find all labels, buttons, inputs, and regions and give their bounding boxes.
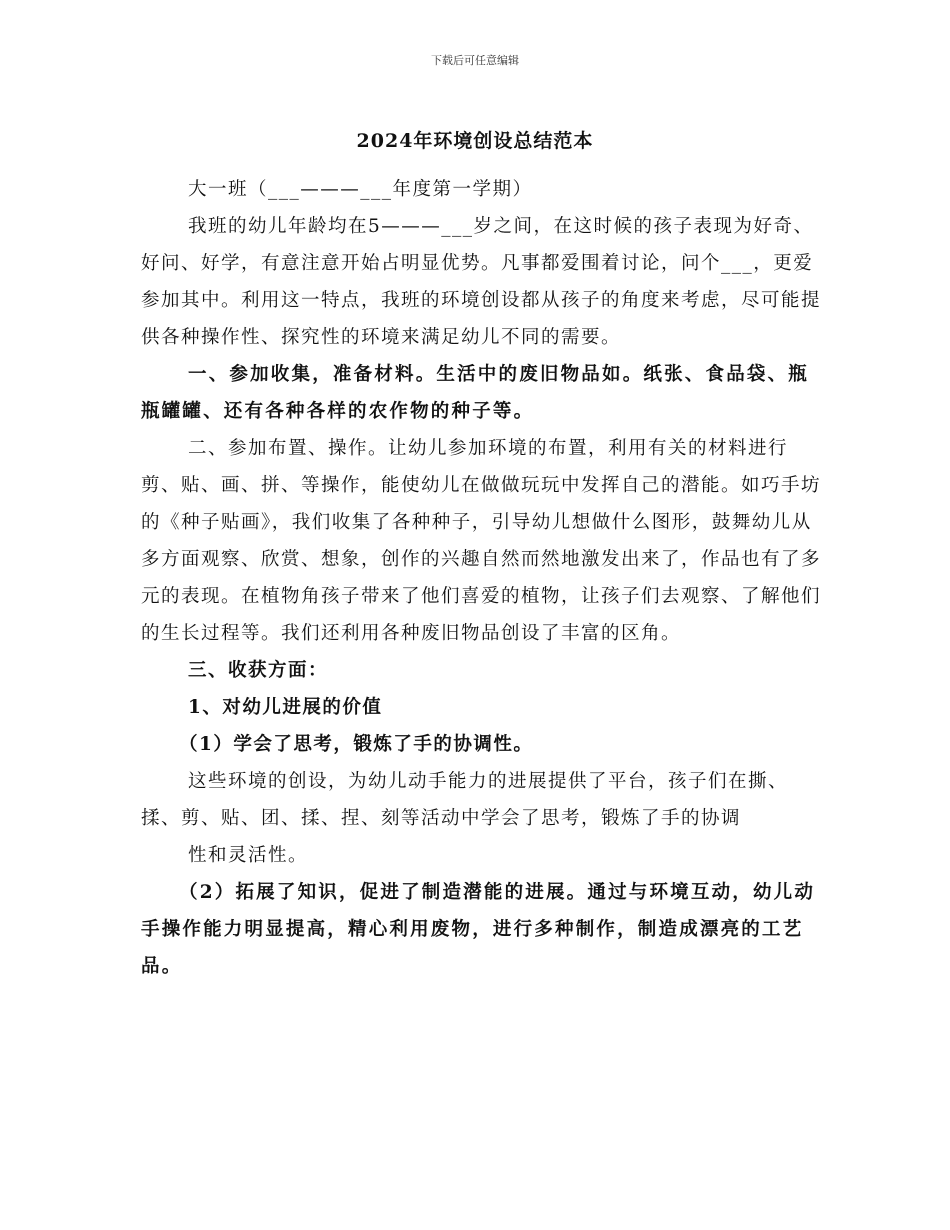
document-title: 2024年环境创设总结范本 (356, 130, 594, 152)
download-note: 下载后可任意编辑 (431, 54, 519, 67)
item-2-paragraph: （2）拓展了知识，促进了制造潜能的进展。通过与环境互动，幼儿动手操作能力明显提高，精心利用废物，进行多种制作，制造成漂亮的工艺品。 (141, 882, 816, 977)
section-3-heading: 三、收获方面： (188, 660, 329, 681)
item-1-body-continued: 性和灵活性。 (188, 845, 309, 866)
item-1-heading: （1）学会了思考，锻炼了手的协调性。 (179, 734, 534, 755)
section-1-paragraph: 一、参加收集，准备材料。生活中的废旧物品如。纸张、食品袋、瓶瓶罐罐、还有各种各样的农作物的种子等。 (141, 364, 810, 422)
intro-paragraph: 我班的幼儿年龄均在5———___岁之间，在这时候的孩子表现为好奇、好问、好学，有意注意开始占明显优势。凡事都爱围着讨论，问个___，更爱参加其中。利用这一特点，我班的环境创设都从孩子的角度来考虑，尽可能提供各种操作性、探究性的环境来满足幼儿不同的需要。 (141, 216, 822, 348)
subsection-1-heading: 1、对幼儿进展的价值 (188, 697, 383, 718)
class-line: 大一班（___———___年度第一学期） (188, 179, 533, 200)
document-body (141, 171, 821, 985)
section-2-paragraph: 二、参加布置、操作。让幼儿参加环境的布置，利用有关的材料进行剪、贴、画、拼、等操作，能使幼儿在做做玩玩中发挥自己的潜能。如巧手坊的《种子贴画》，我们收集了各种种子，引导幼儿想做什么图形，鼓舞幼儿从多方面观察、欣赏、想象，创作的兴趣自然而然地激发出来了，作品也有了多元的表现。在植物角孩子带来了他们喜爱的植物，让孩子们去观察、了解他们的生长过程等。我们还利用各种废旧物品创设了丰富的区角。 (141, 438, 822, 644)
item-1-body: 这些环境的创设，为幼儿动手能力的进展提供了平台，孩子们在撕、揉、剪、贴、团、揉、捏、刻等活动中学会了思考，锻炼了手的协调 (141, 771, 789, 829)
